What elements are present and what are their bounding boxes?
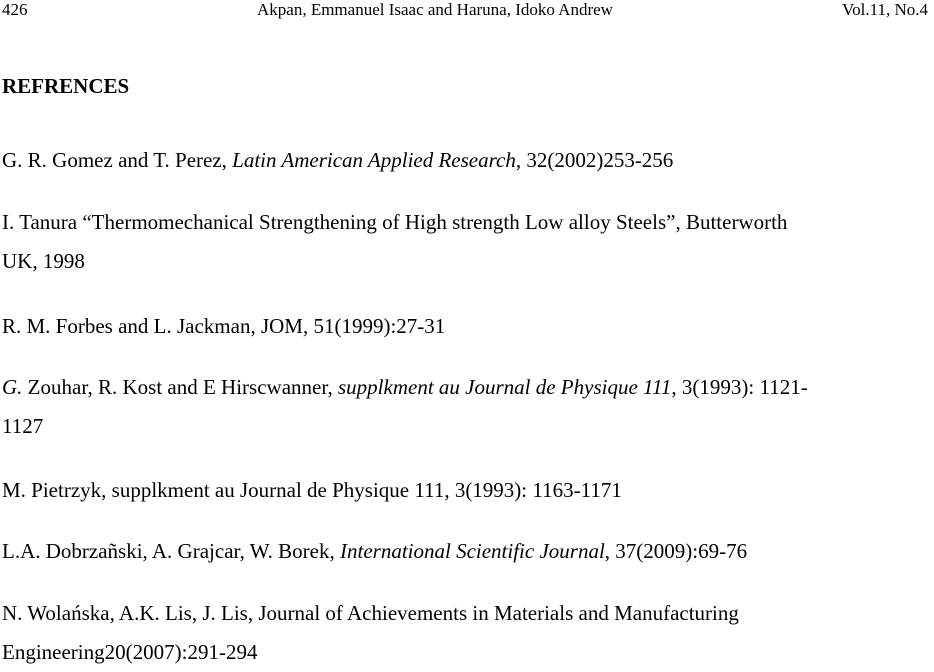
reference-2 bbox=[2, 203, 934, 281]
volume-label: Vol.11, No.4 bbox=[842, 0, 928, 19]
reference-4-line2: 1127 bbox=[2, 414, 44, 438]
reference-4 bbox=[2, 368, 934, 446]
reference-6 bbox=[2, 532, 934, 571]
reference-3-text: R. M. Forbes and L. Jackman, JOM, 51(1999):27-31 bbox=[2, 314, 446, 338]
reference-7-line1: N. Wolańska, A.K. Lis, J. Lis, Journal of Achievements in Materials and Manufacturing bbox=[2, 601, 739, 625]
running-title: Akpan, Emmanuel Isaac and Haruna, Idoko Andrew bbox=[257, 0, 613, 19]
reference-3 bbox=[2, 307, 934, 346]
reference-4-details: , 3(1993): 1121- bbox=[671, 375, 808, 399]
reference-5-text: M. Pietrzyk, supplkment au Journal de Physique 111, 3(1993): 1163-1171 bbox=[2, 478, 622, 502]
reference-6-details: , 37(2009):69-76 bbox=[604, 539, 748, 563]
reference-4-journal: supplkment au Journal de Physique 111 bbox=[338, 375, 672, 399]
reference-4-authors: Zouhar, R. Kost and E Hirscwanner, bbox=[22, 375, 338, 399]
reference-1 bbox=[2, 141, 934, 180]
reference-6-journal: International Scientific Journal bbox=[340, 539, 605, 563]
reference-2-line1: I. Tanura “Thermomechanical Strengthening of High strength Low alloy Steels”, Butterworth bbox=[2, 210, 788, 234]
reference-1-journal: Latin American Applied Research bbox=[232, 148, 516, 172]
reference-1-details: , 32(2002)253-256 bbox=[515, 148, 674, 172]
reference-7-line2: Engineering20(2007):291-294 bbox=[2, 640, 258, 664]
running-header bbox=[0, 0, 934, 22]
reference-1-authors: G. R. Gomez and T. Perez, bbox=[2, 148, 233, 172]
reference-6-authors: L.A. Dobrzañski, A. Grajcar, W. Borek, bbox=[2, 539, 340, 563]
page-number: 426 bbox=[2, 0, 28, 19]
reference-7 bbox=[2, 594, 934, 672]
reference-2-line2: UK, 1998 bbox=[2, 249, 85, 273]
section-title: REFRENCES bbox=[2, 74, 130, 98]
reference-5 bbox=[2, 471, 934, 510]
reference-4-initial: G. bbox=[2, 375, 23, 399]
